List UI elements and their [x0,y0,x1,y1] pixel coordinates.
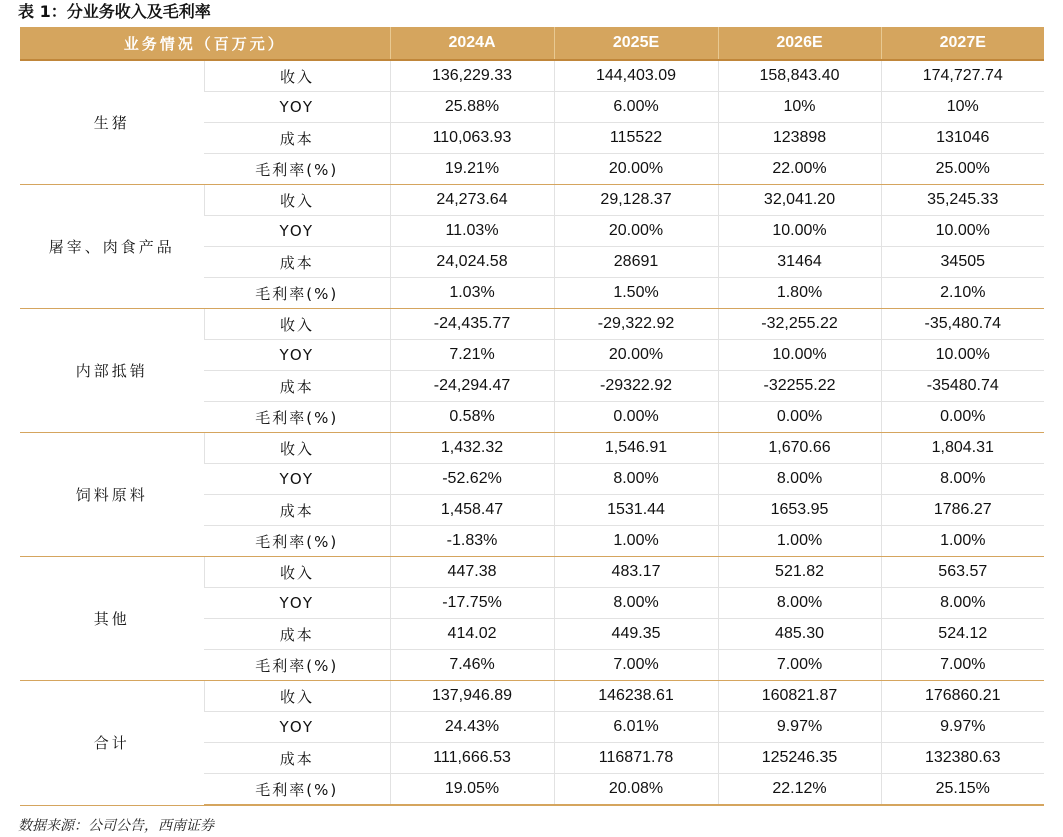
value-cell: 22.00% [718,154,881,185]
category-cell: 屠宰、肉食产品 [20,185,204,309]
value-cell: 25.15% [881,774,1044,806]
value-cell: 10% [881,92,1044,123]
metric-cell: 毛利率(%) [204,402,390,433]
value-cell: 31464 [718,247,881,278]
metric-cell: 成本 [204,619,390,650]
value-cell: -24,294.47 [390,371,554,402]
value-cell: 20.00% [554,340,718,371]
table-row [20,185,1044,216]
table-row [20,309,1044,340]
value-cell: 1,804.31 [881,433,1044,464]
value-cell: 1,670.66 [718,433,881,464]
metric-cell: YOY [204,340,390,371]
value-cell: 123898 [718,123,881,154]
value-cell: -24,435.77 [390,309,554,340]
value-cell: 20.00% [554,216,718,247]
value-cell: 8.00% [554,464,718,495]
value-cell: 24,273.64 [390,185,554,216]
value-cell: -29,322.92 [554,309,718,340]
value-cell: 8.00% [881,588,1044,619]
header-label: 业务情况（百万元） [20,27,390,60]
value-cell: 1,546.91 [554,433,718,464]
value-cell: 176860.21 [881,681,1044,712]
value-cell: 10.00% [881,216,1044,247]
value-cell: 6.01% [554,712,718,743]
value-cell: 24.43% [390,712,554,743]
source-note: 数据来源：公司公告，西南证券 [18,818,214,834]
category-cell: 其他 [20,557,204,681]
value-cell: 10.00% [718,340,881,371]
value-cell: 115522 [554,123,718,154]
category-cell: 内部抵销 [20,309,204,433]
metric-cell: 成本 [204,371,390,402]
table-row [20,433,1044,464]
value-cell: -29322.92 [554,371,718,402]
value-cell: 24,024.58 [390,247,554,278]
value-cell: 1.50% [554,278,718,309]
table-row [20,681,1044,712]
metric-cell: 毛利率(%) [204,278,390,309]
value-cell: 485.30 [718,619,881,650]
value-cell: 7.00% [718,650,881,681]
value-cell: 28691 [554,247,718,278]
value-cell: 0.58% [390,402,554,433]
value-cell: 11.03% [390,216,554,247]
value-cell: 2.10% [881,278,1044,309]
value-cell: 144,403.09 [554,60,718,92]
value-cell: 110,063.93 [390,123,554,154]
business-revenue-table [20,27,1044,806]
value-cell: 1,458.47 [390,495,554,526]
category-cell: 饲料原料 [20,433,204,557]
category-cell: 生猪 [20,60,204,185]
value-cell: 1.00% [881,526,1044,557]
value-cell: 116871.78 [554,743,718,774]
table-row [20,60,1044,92]
value-cell: 563.57 [881,557,1044,588]
value-cell: 8.00% [554,588,718,619]
value-cell: 22.12% [718,774,881,806]
value-cell: 10.00% [881,340,1044,371]
value-cell: 9.97% [718,712,881,743]
value-cell: 8.00% [718,464,881,495]
value-cell: 35,245.33 [881,185,1044,216]
metric-cell: YOY [204,712,390,743]
value-cell: 7.21% [390,340,554,371]
value-cell: 32,041.20 [718,185,881,216]
value-cell: 111,666.53 [390,743,554,774]
value-cell: 7.46% [390,650,554,681]
value-cell: 125246.35 [718,743,881,774]
value-cell: 34505 [881,247,1044,278]
metric-cell: 收入 [204,309,390,340]
value-cell: 20.08% [554,774,718,806]
value-cell: 174,727.74 [881,60,1044,92]
value-cell: -32255.22 [718,371,881,402]
value-cell: 8.00% [881,464,1044,495]
metric-cell: YOY [204,92,390,123]
value-cell: -17.75% [390,588,554,619]
value-cell: 131046 [881,123,1044,154]
metric-cell: 成本 [204,247,390,278]
value-cell: 1.03% [390,278,554,309]
metric-cell: 毛利率(%) [204,526,390,557]
value-cell: 8.00% [718,588,881,619]
value-cell: 0.00% [718,402,881,433]
metric-cell: 收入 [204,433,390,464]
value-cell: 449.35 [554,619,718,650]
metric-cell: 毛利率(%) [204,774,390,806]
metric-cell: 收入 [204,681,390,712]
value-cell: 20.00% [554,154,718,185]
metric-cell: 收入 [204,557,390,588]
value-cell: 1531.44 [554,495,718,526]
value-cell: 1.80% [718,278,881,309]
header-year: 2026E [718,27,881,60]
metric-cell: 毛利率(%) [204,154,390,185]
header-year: 2024A [390,27,554,60]
value-cell: 6.00% [554,92,718,123]
table-row [20,557,1044,588]
value-cell: 19.05% [390,774,554,806]
value-cell: 414.02 [390,619,554,650]
metric-cell: 收入 [204,185,390,216]
value-cell: 10% [718,92,881,123]
value-cell: 1,432.32 [390,433,554,464]
value-cell: 132380.63 [881,743,1044,774]
value-cell: 524.12 [881,619,1044,650]
metric-cell: 成本 [204,123,390,154]
value-cell: 483.17 [554,557,718,588]
value-cell: 137,946.89 [390,681,554,712]
value-cell: 521.82 [718,557,881,588]
value-cell: 146238.61 [554,681,718,712]
metric-cell: YOY [204,588,390,619]
metric-cell: 收入 [204,60,390,92]
value-cell: 25.00% [881,154,1044,185]
value-cell: 29,128.37 [554,185,718,216]
header-year: 2025E [554,27,718,60]
value-cell: 19.21% [390,154,554,185]
category-cell: 合计 [20,681,204,806]
value-cell: 1.00% [554,526,718,557]
value-cell: -52.62% [390,464,554,495]
metric-cell: YOY [204,464,390,495]
value-cell: 25.88% [390,92,554,123]
header-row [20,27,1044,60]
value-cell: 0.00% [554,402,718,433]
value-cell: 7.00% [554,650,718,681]
metric-cell: YOY [204,216,390,247]
value-cell: -35,480.74 [881,309,1044,340]
metric-cell: 成本 [204,495,390,526]
value-cell: 160821.87 [718,681,881,712]
header-year: 2027E [881,27,1044,60]
value-cell: 0.00% [881,402,1044,433]
table-caption: 表 1：分业务收入及毛利率 [18,2,211,21]
value-cell: 158,843.40 [718,60,881,92]
table-body [20,60,1044,805]
value-cell: -1.83% [390,526,554,557]
value-cell: 136,229.33 [390,60,554,92]
value-cell: 1786.27 [881,495,1044,526]
value-cell: -32,255.22 [718,309,881,340]
value-cell: 1.00% [718,526,881,557]
value-cell: 9.97% [881,712,1044,743]
value-cell: -35480.74 [881,371,1044,402]
value-cell: 447.38 [390,557,554,588]
metric-cell: 成本 [204,743,390,774]
value-cell: 1653.95 [718,495,881,526]
value-cell: 10.00% [718,216,881,247]
value-cell: 7.00% [881,650,1044,681]
metric-cell: 毛利率(%) [204,650,390,681]
